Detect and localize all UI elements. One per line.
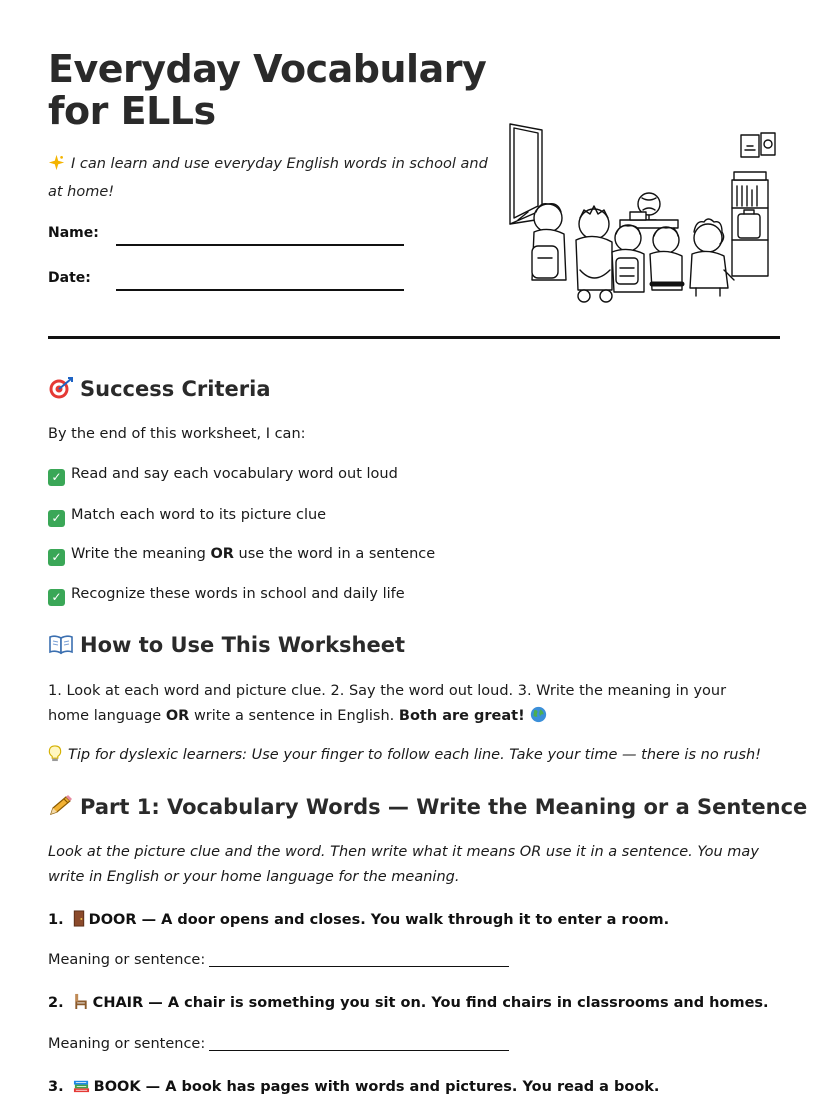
answer-blank[interactable]: [209, 966, 509, 967]
pencil-icon: [48, 795, 74, 824]
date-label: Date:: [48, 270, 91, 286]
checkmark-icon: ✓: [48, 510, 65, 527]
vocab-number: 2.: [48, 995, 64, 1011]
checkmark-icon: ✓: [48, 589, 65, 606]
lightbulb-icon: [48, 745, 62, 771]
how-to-steps-text: 1. Look at each word and picture clue. 2. Say the word out loud. 3. Write the meaning in your home language: [48, 683, 727, 724]
criteria-item: [48, 542, 435, 567]
subtitle: [48, 152, 488, 205]
worksheet-page: [48, 0, 808, 1095]
header-divider: [48, 336, 780, 339]
tip-text: Tip for dyslexic learners: Use your finger to follow each line. Take your time — there is no rush!: [68, 747, 762, 763]
criteria-item: [48, 503, 326, 528]
vocab-number: 1.: [48, 912, 64, 928]
subtitle-text: I can learn and use everyday English words in school and at home!: [48, 156, 488, 200]
date-input-line[interactable]: [116, 289, 404, 291]
name-field[interactable]: [48, 222, 408, 248]
answer-label: Meaning or sentence:: [48, 1036, 206, 1052]
door-icon: [73, 910, 85, 936]
open-book-icon: [48, 633, 74, 662]
date-field[interactable]: [48, 267, 408, 293]
part1-instructions: Look at the picture clue and the word. Then write what it means OR use it in a sentence. You may write in English or your home language for the meaning.: [48, 844, 759, 885]
criteria-text-end: use the word in a sentence: [233, 546, 436, 562]
criteria-text: Recognize these words in school and daily life: [71, 586, 405, 602]
vocab-text: DOOR — A door opens and closes. You walk through it to enter a room.: [88, 912, 670, 928]
vocab-number: 3.: [48, 1079, 64, 1095]
how-to-steps-text-2: write a sentence in English.: [189, 708, 399, 724]
vocab-item-book: [48, 1075, 659, 1103]
checkmark-icon: ✓: [48, 469, 65, 486]
vocab-item-door: [48, 908, 669, 936]
books-icon: [73, 1077, 90, 1103]
how-to-title: How to Use This Worksheet: [80, 633, 406, 657]
globe-icon: [530, 706, 547, 732]
sparkle-icon: [48, 154, 65, 180]
target-icon: [48, 377, 74, 406]
how-to-encouragement: Both are great!: [398, 708, 525, 724]
checkmark-icon: ✓: [48, 549, 65, 566]
success-criteria-intro: By the end of this worksheet, I can:: [48, 426, 306, 442]
worksheet-header: [48, 0, 780, 340]
part1-heading: [48, 793, 807, 824]
criteria-item: [48, 462, 398, 487]
answer-row[interactable]: [48, 948, 509, 973]
answer-blank[interactable]: [209, 1050, 509, 1051]
criteria-bold: OR: [210, 546, 234, 562]
page-title: Everyday Vocabulary for ELLs: [48, 47, 487, 133]
how-to-heading: [48, 631, 405, 662]
dyslexia-tip: [48, 743, 761, 771]
criteria-item: [48, 582, 405, 607]
criteria-text: Read and say each vocabulary word out loud: [71, 466, 398, 482]
classroom-illustration: [508, 120, 780, 310]
vocab-item-chair: [48, 991, 769, 1019]
vocab-text: BOOK — A book has pages with words and pictures. You read a book.: [93, 1079, 660, 1095]
answer-row[interactable]: [48, 1032, 509, 1057]
chair-icon: [73, 993, 89, 1019]
success-criteria-title: Success Criteria: [80, 377, 271, 401]
success-criteria-heading: [48, 375, 271, 406]
part1-title: Part 1: Vocabulary Words — Write the Meaning or a Sentence: [80, 795, 808, 819]
criteria-text: Write the meaning: [71, 546, 211, 562]
answer-label: Meaning or sentence:: [48, 952, 206, 968]
how-to-steps: [48, 679, 768, 732]
name-input-line[interactable]: [116, 244, 404, 246]
how-to-or: OR: [165, 708, 190, 724]
vocab-text: CHAIR — A chair is something you sit on. You find chairs in classrooms and homes.: [92, 995, 769, 1011]
name-label: Name:: [48, 225, 99, 241]
criteria-text: Match each word to its picture clue: [71, 507, 327, 523]
